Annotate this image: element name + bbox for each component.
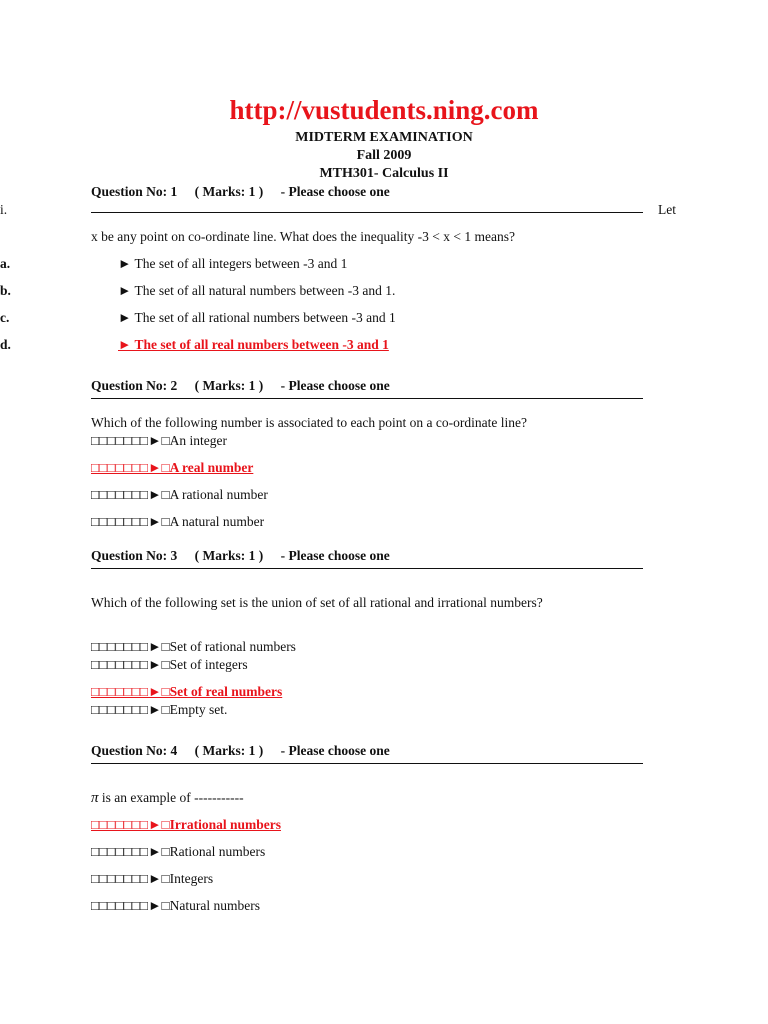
question-instruction: - Please choose one bbox=[280, 548, 390, 563]
question-4-header bbox=[91, 743, 643, 764]
option[interactable]: □□□□□□□►□Set of rational numbers bbox=[91, 639, 296, 654]
question-marks: ( Marks: 1 ) bbox=[194, 184, 264, 199]
option-label: d. bbox=[0, 337, 11, 352]
question-1-rule bbox=[91, 212, 643, 213]
question-marks: ( Marks: 1 ) bbox=[194, 548, 264, 563]
question-4-body: is an example of ----------- bbox=[98, 790, 244, 805]
option-correct[interactable]: □□□□□□□►□Irrational numbers bbox=[91, 817, 281, 832]
option[interactable]: □□□□□□□►□A rational number bbox=[91, 487, 268, 502]
question-marks: ( Marks: 1 ) bbox=[194, 743, 264, 758]
option[interactable]: □□□□□□□►□Set of integers bbox=[91, 657, 248, 672]
option-d-correct[interactable]: ► The set of all real numbers between -3 and 1 bbox=[118, 337, 389, 352]
question-number: Question No: 1 bbox=[91, 184, 178, 199]
option-label: b. bbox=[0, 283, 11, 298]
question-1-lead: Let bbox=[658, 202, 676, 217]
question-4-text bbox=[91, 790, 244, 807]
option[interactable]: □□□□□□□►□Natural numbers bbox=[91, 898, 260, 913]
question-3-header bbox=[91, 548, 643, 569]
question-3-text: Which of the following set is the union of set of all rational and irrational numbers? bbox=[91, 595, 543, 610]
option-label: a. bbox=[0, 256, 11, 271]
course-title: MTH301- Calculus II bbox=[319, 166, 449, 181]
question-1-header bbox=[91, 184, 643, 204]
question-2-text: Which of the following number is associated to each point on a co-ordinate line? bbox=[91, 415, 527, 430]
question-instruction: - Please choose one bbox=[280, 378, 390, 393]
option[interactable]: □□□□□□□►□Integers bbox=[91, 871, 214, 886]
question-number: Question No: 3 bbox=[91, 548, 178, 563]
question-instruction: - Please choose one bbox=[280, 743, 390, 758]
question-number: Question No: 4 bbox=[91, 743, 178, 758]
option-b[interactable]: ► The set of all natural numbers between -3 and 1. bbox=[118, 283, 396, 298]
option-c[interactable]: ► The set of all rational numbers between -3 and 1 bbox=[118, 310, 396, 325]
option-a[interactable]: ► The set of all integers between -3 and 1 bbox=[118, 256, 348, 271]
question-marks: ( Marks: 1 ) bbox=[194, 378, 264, 393]
pi-symbol: π bbox=[91, 790, 99, 806]
option[interactable]: □□□□□□□►□A natural number bbox=[91, 514, 265, 529]
question-2-header bbox=[91, 378, 643, 399]
site-url: http://vustudents.ning.com bbox=[229, 95, 539, 125]
exam-term: Fall 2009 bbox=[356, 148, 412, 163]
option[interactable]: □□□□□□□►□Rational numbers bbox=[91, 844, 266, 859]
question-number: Question No: 2 bbox=[91, 378, 178, 393]
question-instruction: - Please choose one bbox=[280, 184, 390, 199]
option-correct[interactable]: □□□□□□□►□Set of real numbers bbox=[91, 684, 283, 699]
option[interactable]: □□□□□□□►□Empty set. bbox=[91, 702, 228, 717]
option-label: c. bbox=[0, 310, 10, 325]
exam-title: MIDTERM EXAMINATION bbox=[295, 130, 473, 145]
option-correct[interactable]: □□□□□□□►□A real number bbox=[91, 460, 254, 475]
question-1-prefix: i. bbox=[0, 202, 8, 217]
question-1-text: x be any point on co-ordinate line. What does the inequality -3 < x < 1 means? bbox=[91, 229, 515, 244]
option[interactable]: □□□□□□□►□An integer bbox=[91, 433, 227, 448]
